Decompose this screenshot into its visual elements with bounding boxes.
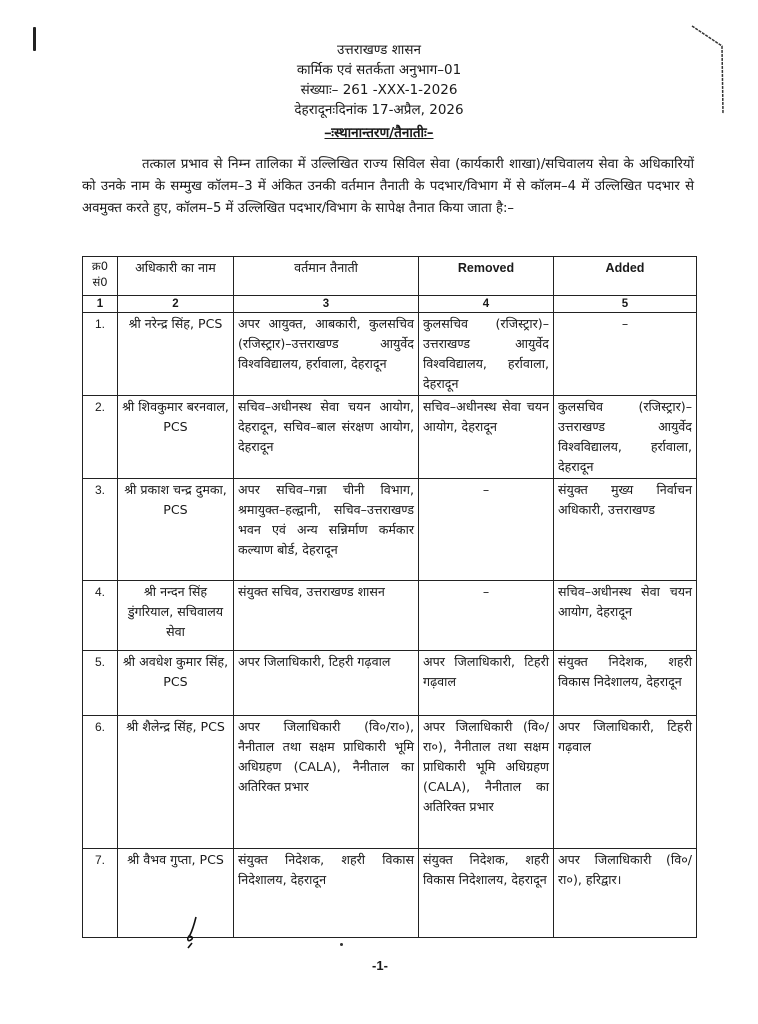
table-header-row	[83, 257, 697, 296]
place-date: देहरादूनःदिनांक 17-अप्रैल, 2026	[294, 102, 464, 118]
officer-name-cell: श्री नरेन्द्र सिंह, PCS	[118, 313, 234, 396]
table-row	[83, 849, 697, 938]
officer-name-cell: श्री शिवकुमार बरनवाल, PCS	[118, 396, 234, 479]
removed-posting-cell: –	[419, 581, 554, 651]
header-serial: क्र0 सं0	[83, 257, 118, 296]
added-posting-cell: संयुक्त निदेशक, शहरी विकास निदेशालय, देहरादून	[554, 651, 697, 716]
officer-name-cell: श्री नन्दन सिंह डुंगरियाल, सचिवालय सेवा	[118, 581, 234, 651]
added-posting-cell: संयुक्त मुख्य निर्वाचन अधिकारी, उत्तराखण्ड	[554, 479, 697, 581]
serial-number-cell: 6.	[83, 716, 118, 849]
signature-initial	[180, 915, 204, 949]
current-posting-cell: अपर जिलाधिकारी, टिहरी गढ़वाल	[234, 651, 419, 716]
serial-number-cell: 4.	[83, 581, 118, 651]
serial-number-cell: 1.	[83, 313, 118, 396]
column-number: 3	[234, 296, 419, 313]
removed-posting-cell: कुलसचिव (रजिस्ट्रार)–उत्तराखण्ड आयुर्वेद विश्वविद्यालय, हर्रावाला, देहरादून	[419, 313, 554, 396]
table-row	[83, 651, 697, 716]
order-number: संख्याः– 261 -XXX-1-2026	[300, 82, 458, 98]
current-posting-cell: अपर आयुक्त, आबकारी, कुलसचिव (रजिस्ट्रार)–उत्तराखण्ड आयुर्वेद विश्वविद्यालय, हर्रावाला, देहरादून	[234, 313, 419, 396]
column-number: 1	[83, 296, 118, 313]
removed-posting-cell: अपर जिलाधिकारी, टिहरी गढ़वाल	[419, 651, 554, 716]
removed-posting-cell: संयुक्त निदेशक, शहरी विकास निदेशालय, देहरादून	[419, 849, 554, 938]
added-posting-cell: अपर जिलाधिकारी, टिहरी गढ़वाल	[554, 716, 697, 849]
removed-posting-cell: अपर जिलाधिकारी (वि०/रा०), नैनीताल तथा सक्षम प्राधिकारी भूमि अधिग्रहण (CALA), नैनीताल का अतिरिक्त प्रभार	[419, 716, 554, 849]
current-posting-cell: संयुक्त निदेशक, शहरी विकास निदेशालय, देहरादून	[234, 849, 419, 938]
column-number: 2	[118, 296, 234, 313]
added-posting-cell: कुलसचिव (रजिस्ट्रार)–उत्तराखण्ड आयुर्वेद विश्वविद्यालय, हर्रावाला, देहरादून	[554, 396, 697, 479]
officer-name-cell: श्री शैलेन्द्र सिंह, PCS	[118, 716, 234, 849]
serial-number-cell: 3.	[83, 479, 118, 581]
column-number: 4	[419, 296, 554, 313]
serial-number-cell: 2.	[83, 396, 118, 479]
subject-heading: –ःस्थानान्तरण/तैनातीः–	[324, 125, 434, 141]
order-paragraph-text: तत्काल प्रभाव से निम्न तालिका में उल्लिखित राज्य सिविल सेवा (कार्यकारी शाखा)/सचिवालय सेवा के अधिकारियों को उनके नाम के सम्मुख कॉलम–3 में अंकित उनकी वर्तमान तैनाती के पदभार/विभाग में से कॉलम–4 में उल्लिखित पदभार से अवमुक्त करते हुए, कॉलम–5 में उल्लिखित पदभार/विभाग के सापेक्ष तैनात किया जाता है:–	[82, 157, 694, 216]
department-name: कार्मिक एवं सतर्कता अनुभाग–01	[296, 62, 462, 78]
transfer-table	[82, 256, 697, 938]
officer-name-cell: श्री वैभव गुप्ता, PCS	[118, 849, 234, 938]
header-current-posting: वर्तमान तैनाती	[234, 257, 419, 296]
table-row	[83, 581, 697, 651]
scan-speck	[340, 943, 343, 946]
officer-name-cell: श्री प्रकाश चन्द्र दुमका, PCS	[118, 479, 234, 581]
added-posting-cell: सचिव–अधीनस्थ सेवा चयन आयोग, देहरादून	[554, 581, 697, 651]
current-posting-cell: अपर सचिव–गन्ना चीनी विभाग, श्रमायुक्त–हल्द्वानी, सचिव–उत्तराखण्ड भवन एवं अन्य सन्निर्माण कर्मकार कल्याण बोर्ड, देहरादून	[234, 479, 419, 581]
current-posting-cell: सचिव–अधीनस्थ सेवा चयन आयोग, देहरादून, सचिव–बाल संरक्षण आयोग, देहरादून	[234, 396, 419, 479]
column-number: 5	[554, 296, 697, 313]
officer-name-cell: श्री अवधेश कुमार सिंह, PCS	[118, 651, 234, 716]
added-posting-cell: अपर जिलाधिकारी (वि०/रा०), हरिद्वार।	[554, 849, 697, 938]
page-number: -1-	[372, 958, 388, 973]
order-paragraph	[82, 154, 694, 220]
serial-number-cell: 7.	[83, 849, 118, 938]
serial-number-cell: 5.	[83, 651, 118, 716]
column-number-row	[83, 296, 697, 313]
header-removed: Removed	[419, 257, 554, 296]
table-row	[83, 396, 697, 479]
current-posting-cell: संयुक्त सचिव, उत्तराखण्ड शासन	[234, 581, 419, 651]
table-row	[83, 479, 697, 581]
removed-posting-cell: सचिव–अधीनस्थ सेवा चयन आयोग, देहरादून	[419, 396, 554, 479]
removed-posting-cell: –	[419, 479, 554, 581]
document-header	[0, 40, 758, 143]
table-row	[83, 313, 697, 396]
table-row	[83, 716, 697, 849]
current-posting-cell: अपर जिलाधिकारी (वि०/रा०), नैनीताल तथा सक्षम प्राधिकारी भूमि अधिग्रहण (CALA), नैनीताल का अतिरिक्त प्रभार	[234, 716, 419, 849]
government-name: उत्तराखण्ड शासन	[336, 42, 421, 58]
added-posting-cell: –	[554, 313, 697, 396]
header-added: Added	[554, 257, 697, 296]
header-officer-name: अधिकारी का नाम	[118, 257, 234, 296]
